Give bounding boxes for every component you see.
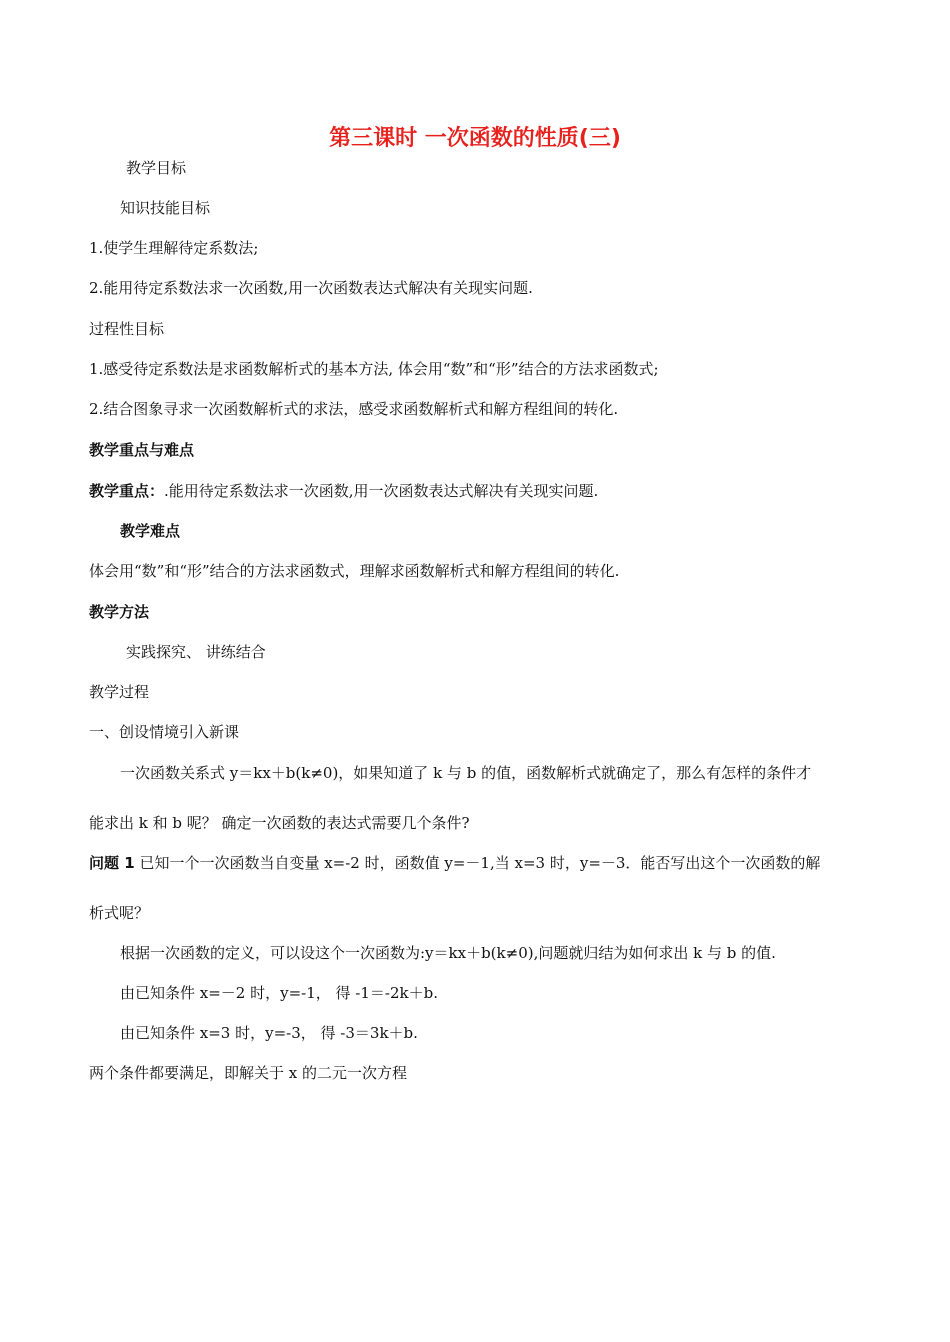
method-text: 实践探究、 讲练结合 [126, 643, 266, 661]
answer-line-1: 根据一次函数的定义，可以设这个一次函数为:y＝kx＋b(k≠0),问题就归结为如何求出 k 与 b 的值. [120, 944, 776, 962]
process-goals-heading: 过程性目标 [89, 320, 165, 338]
knowledge-goal-2: 2.能用待定系数法求一次函数,用一次函数表达式解决有关现实问题. [89, 279, 533, 297]
knowledge-goal-1: 1.使学生理解待定系数法; [89, 239, 259, 257]
question-1-line-1 [89, 853, 820, 873]
process-goal-2: 2.结合图象寻求一次函数解析式的求法，感受求函数解析式和解方程组间的转化. [89, 400, 619, 418]
key-difficult-heading: 教学重点与难点 [89, 441, 195, 459]
difficulty-heading: 教学难点 [120, 522, 181, 540]
key-point-line [89, 481, 598, 501]
answer-line-4: 两个条件都要满足，即解关于 x 的二元一次方程 [89, 1064, 407, 1082]
intro-paragraph-line-1: 一次函数关系式 y＝kx＋b(k≠0)，如果知道了 k 与 b 的值，函数解析式就确定了，那么有怎样的条件才 [120, 764, 812, 782]
answer-line-2: 由已知条件 x=－2 时，y=-1， 得 -1＝-2k＋b. [120, 984, 438, 1002]
page-title: 第三课时 一次函数的性质(三) [329, 126, 621, 151]
key-point-label: 教学重点： [89, 482, 165, 500]
method-heading: 教学方法 [89, 603, 150, 621]
answer-line-3: 由已知条件 x=3 时，y=-3， 得 -3＝3k＋b. [120, 1024, 418, 1042]
knowledge-goals-heading: 知识技能目标 [120, 199, 211, 217]
step-1-heading: 一、创设情境引入新课 [89, 723, 240, 741]
question-1-text: 已知一个一次函数当自变量 x=-2 时，函数值 y=－1,当 x=3 时，y=－3．能否写出这个一次函数的解 [134, 854, 821, 872]
process-heading: 教学过程 [89, 683, 150, 701]
process-goal-1: 1.感受待定系数法是求函数解析式的基本方法, 体会用“数”和“形”结合的方法求函数式; [89, 360, 659, 378]
teaching-goals-heading: 教学目标 [126, 159, 187, 177]
difficulty-text: 体会用“数”和“形”结合的方法求函数式，理解求函数解析式和解方程组间的转化. [89, 562, 620, 580]
intro-paragraph-line-2: 能求出 k 和 b 呢？ 确定一次函数的表达式需要几个条件? [89, 814, 470, 832]
question-1-label: 问题 1 [89, 854, 135, 872]
key-point-text: .能用待定系数法求一次函数,用一次函数表达式解决有关现实问题. [164, 482, 599, 500]
question-1-line-2: 析式呢？ [89, 904, 150, 922]
